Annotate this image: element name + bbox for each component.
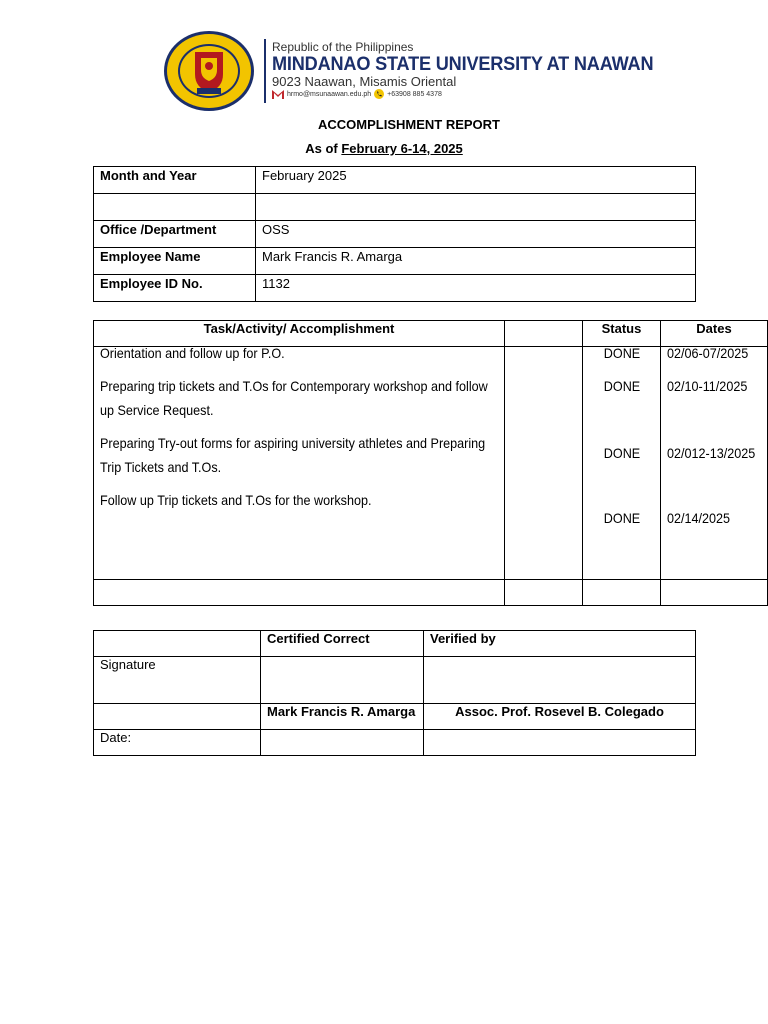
task-item-line: Orientation and follow up for P.O.	[100, 345, 285, 361]
table-row	[94, 167, 696, 194]
blank-header	[505, 321, 583, 347]
contact-phone: +63908 885 4378	[387, 90, 442, 98]
certified-date-field	[261, 730, 424, 756]
task-date: 02/14/2025	[667, 510, 731, 526]
task-item-line: Trip Tickets and T.Os.	[100, 458, 222, 475]
certified-correct-label: Certified Correct	[261, 631, 424, 657]
dates-header: Dates	[661, 321, 768, 347]
seal-year: 1973	[202, 100, 216, 106]
task-status: DONE	[603, 345, 641, 361]
table-row	[94, 347, 768, 580]
info-label: Employee Name	[94, 248, 256, 275]
info-label	[94, 194, 256, 221]
empty-cell	[94, 580, 505, 606]
empty-cell	[583, 580, 661, 606]
empty-cell	[94, 631, 261, 657]
empty-cell	[661, 580, 768, 606]
republic-label: Republic of the Philippines	[272, 40, 414, 54]
empty-cell	[94, 704, 261, 730]
table-row	[94, 730, 696, 756]
info-value	[256, 194, 696, 221]
contact-line	[272, 89, 442, 99]
info-label: Office /Department	[94, 221, 256, 248]
task-status: DONE	[603, 445, 641, 461]
task-item-line: Preparing Try-out forms for aspiring university athletes and Preparing	[100, 435, 486, 451]
info-value: OSS	[256, 221, 696, 248]
table-row	[94, 275, 696, 302]
employee-info-table	[93, 166, 696, 302]
task-item-line: up Service Request.	[100, 401, 214, 418]
info-value: February 2025	[256, 167, 696, 194]
university-name: MINDANAO STATE UNIVERSITY AT NAAWAN	[272, 53, 654, 75]
status-header: Status	[583, 321, 661, 347]
status-cell	[583, 347, 661, 580]
certified-name: Mark Francis R. Amarga	[261, 704, 424, 730]
signature-label: Signature	[94, 657, 261, 704]
table-row	[94, 194, 696, 221]
table-row	[94, 657, 696, 704]
task-date: 02/06-07/2025	[667, 345, 749, 361]
task-status: DONE	[603, 510, 641, 526]
empty-cell	[505, 580, 583, 606]
table-row	[94, 631, 696, 657]
task-status: DONE	[603, 378, 641, 394]
task-list-cell	[94, 347, 505, 580]
table-row	[94, 248, 696, 275]
verified-name: Assoc. Prof. Rosevel B. Colegado	[424, 704, 696, 730]
task-table	[93, 320, 768, 606]
info-label: Month and Year	[94, 167, 256, 194]
as-of-prefix: As of	[305, 141, 338, 156]
signature-table	[93, 630, 696, 756]
contact-email: hrmo@msunaawan.edu.ph	[287, 90, 372, 98]
as-of-period: February 6-14, 2025	[341, 141, 463, 156]
task-date: 02/10-11/2025	[667, 378, 748, 394]
info-label: Employee ID No.	[94, 275, 256, 302]
certified-signature-field	[261, 657, 424, 704]
letterhead-divider	[264, 39, 266, 103]
as-of-line	[0, 141, 768, 156]
mail-icon	[272, 90, 284, 99]
info-value: 1132	[256, 275, 696, 302]
university-address: 9023 Naawan, Misamis Oriental	[272, 74, 457, 89]
task-item-line: Follow up Trip tickets and T.Os for the workshop.	[100, 492, 372, 508]
university-seal-logo	[163, 30, 255, 112]
phone-icon	[374, 89, 384, 99]
table-row	[94, 221, 696, 248]
verified-date-field	[424, 730, 696, 756]
date-label: Date:	[94, 730, 261, 756]
task-header: Task/Activity/ Accomplishment	[94, 321, 505, 347]
info-value: Mark Francis R. Amarga	[256, 248, 696, 275]
verified-by-label: Verified by	[424, 631, 696, 657]
report-title: ACCOMPLISHMENT REPORT	[318, 117, 500, 132]
table-row	[94, 704, 696, 730]
task-item-line: Preparing trip tickets and T.Os for Contemporary workshop and follow	[100, 378, 488, 394]
task-date: 02/012-13/2025	[667, 445, 756, 461]
dates-cell	[661, 347, 768, 580]
verified-signature-field	[424, 657, 696, 704]
table-row	[94, 580, 768, 606]
